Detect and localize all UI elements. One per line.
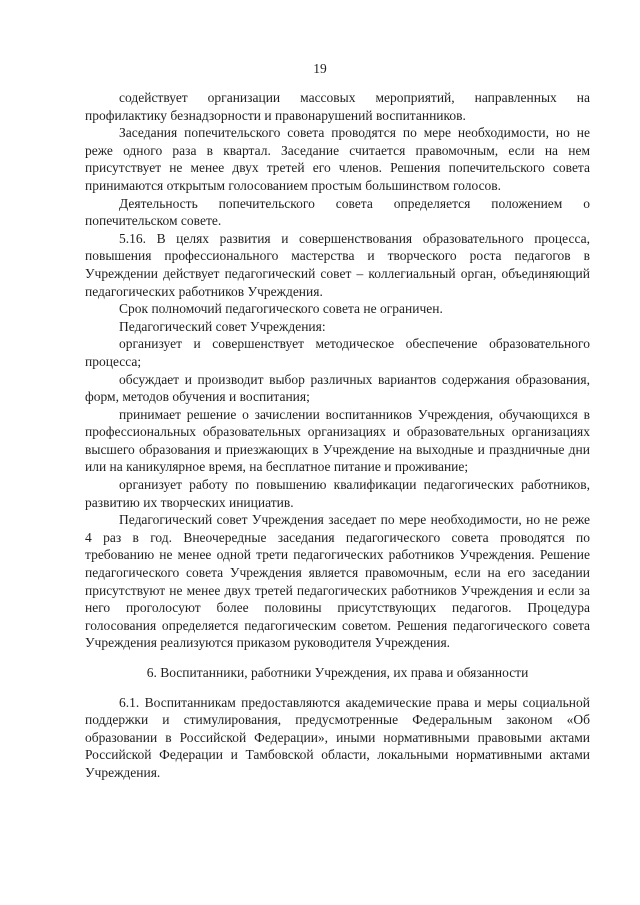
- document-body: [85, 89, 590, 782]
- page-number: 19: [313, 61, 327, 76]
- paragraph: организует работу по повышению квалификации педагогических работников, развитию их творческих инициатив.: [85, 477, 590, 510]
- paragraph: Педагогический совет Учреждения заседает по мере необходимости, но не реже 4 раз в год. Внеочередные заседания педагогического совета проводятся по требованию не менее одной трети педагогических работников Учреждения. Решение педагогического совета Учреждения является правомочным, если на его заседании присутствуют не менее двух третей педагогических работников Учреждения и если за него проголосуют более половины присутствующих педагогов. Процедура голосования определяется педагогическим советом. Решения педагогического совета Учреждения реализуются приказом руководителя Учреждения.: [85, 512, 590, 651]
- paragraph: Педагогический совет Учреждения:: [119, 318, 326, 334]
- paragraphs-bottom: [85, 694, 590, 782]
- paragraph: обсуждает и производит выбор различных вариантов содержания образования, форм, методов обучения и воспитания;: [85, 371, 590, 405]
- paragraph: содействует организации массовых мероприятий, направленных на профилактику безнадзорности и правонарушений воспитанников.: [85, 90, 590, 123]
- paragraph: организует и совершенствует методическое обеспечение образовательного процесса;: [85, 336, 590, 369]
- paragraph: Заседания попечительского совета проводятся по мере необходимости, но не реже одного раза в квартал. Заседание считается правомочным, если на нем присутствует не менее двух третей его членов. Решения попечительского совета принимаются открытым голосованием простым большинством голосов.: [85, 125, 590, 193]
- paragraph: принимает решение о зачислении воспитанников Учреждения, обучающихся в профессиональных образовательных организациях и образовательных организациях высшего образования и приезжающих в Учреждение на выходные и праздничные дни или на каникулярное время, на бесплатное питание и проживание;: [85, 406, 590, 475]
- paragraph: Деятельность попечительского совета определяется положением о попечительском совете.: [85, 195, 590, 229]
- paragraph: 6.1. Воспитанникам предоставляются академические права и меры социальной поддержки и стимулирования, предусмотренные Федеральным законом «Об образовании в Российской Федерации», иными нормативными правовыми актами Российской Федерации и Тамбовской области, локальными нормативными актами Учреждения.: [85, 694, 590, 780]
- paragraphs-top: [85, 89, 590, 652]
- section-heading: 6. Воспитанники, работники Учреждения, их права и обязанности: [146, 665, 529, 680]
- paragraph: 5.16. В целях развития и совершенствования образовательного процесса, повышения профессионального мастерства и творческого роста педагогов в Учреждении действует педагогический совет – коллегиальный орган, объединяющий педагогических работников Учреждения.: [85, 230, 590, 299]
- paragraph: Срок полномочий педагогического совета не ограничен.: [119, 301, 443, 317]
